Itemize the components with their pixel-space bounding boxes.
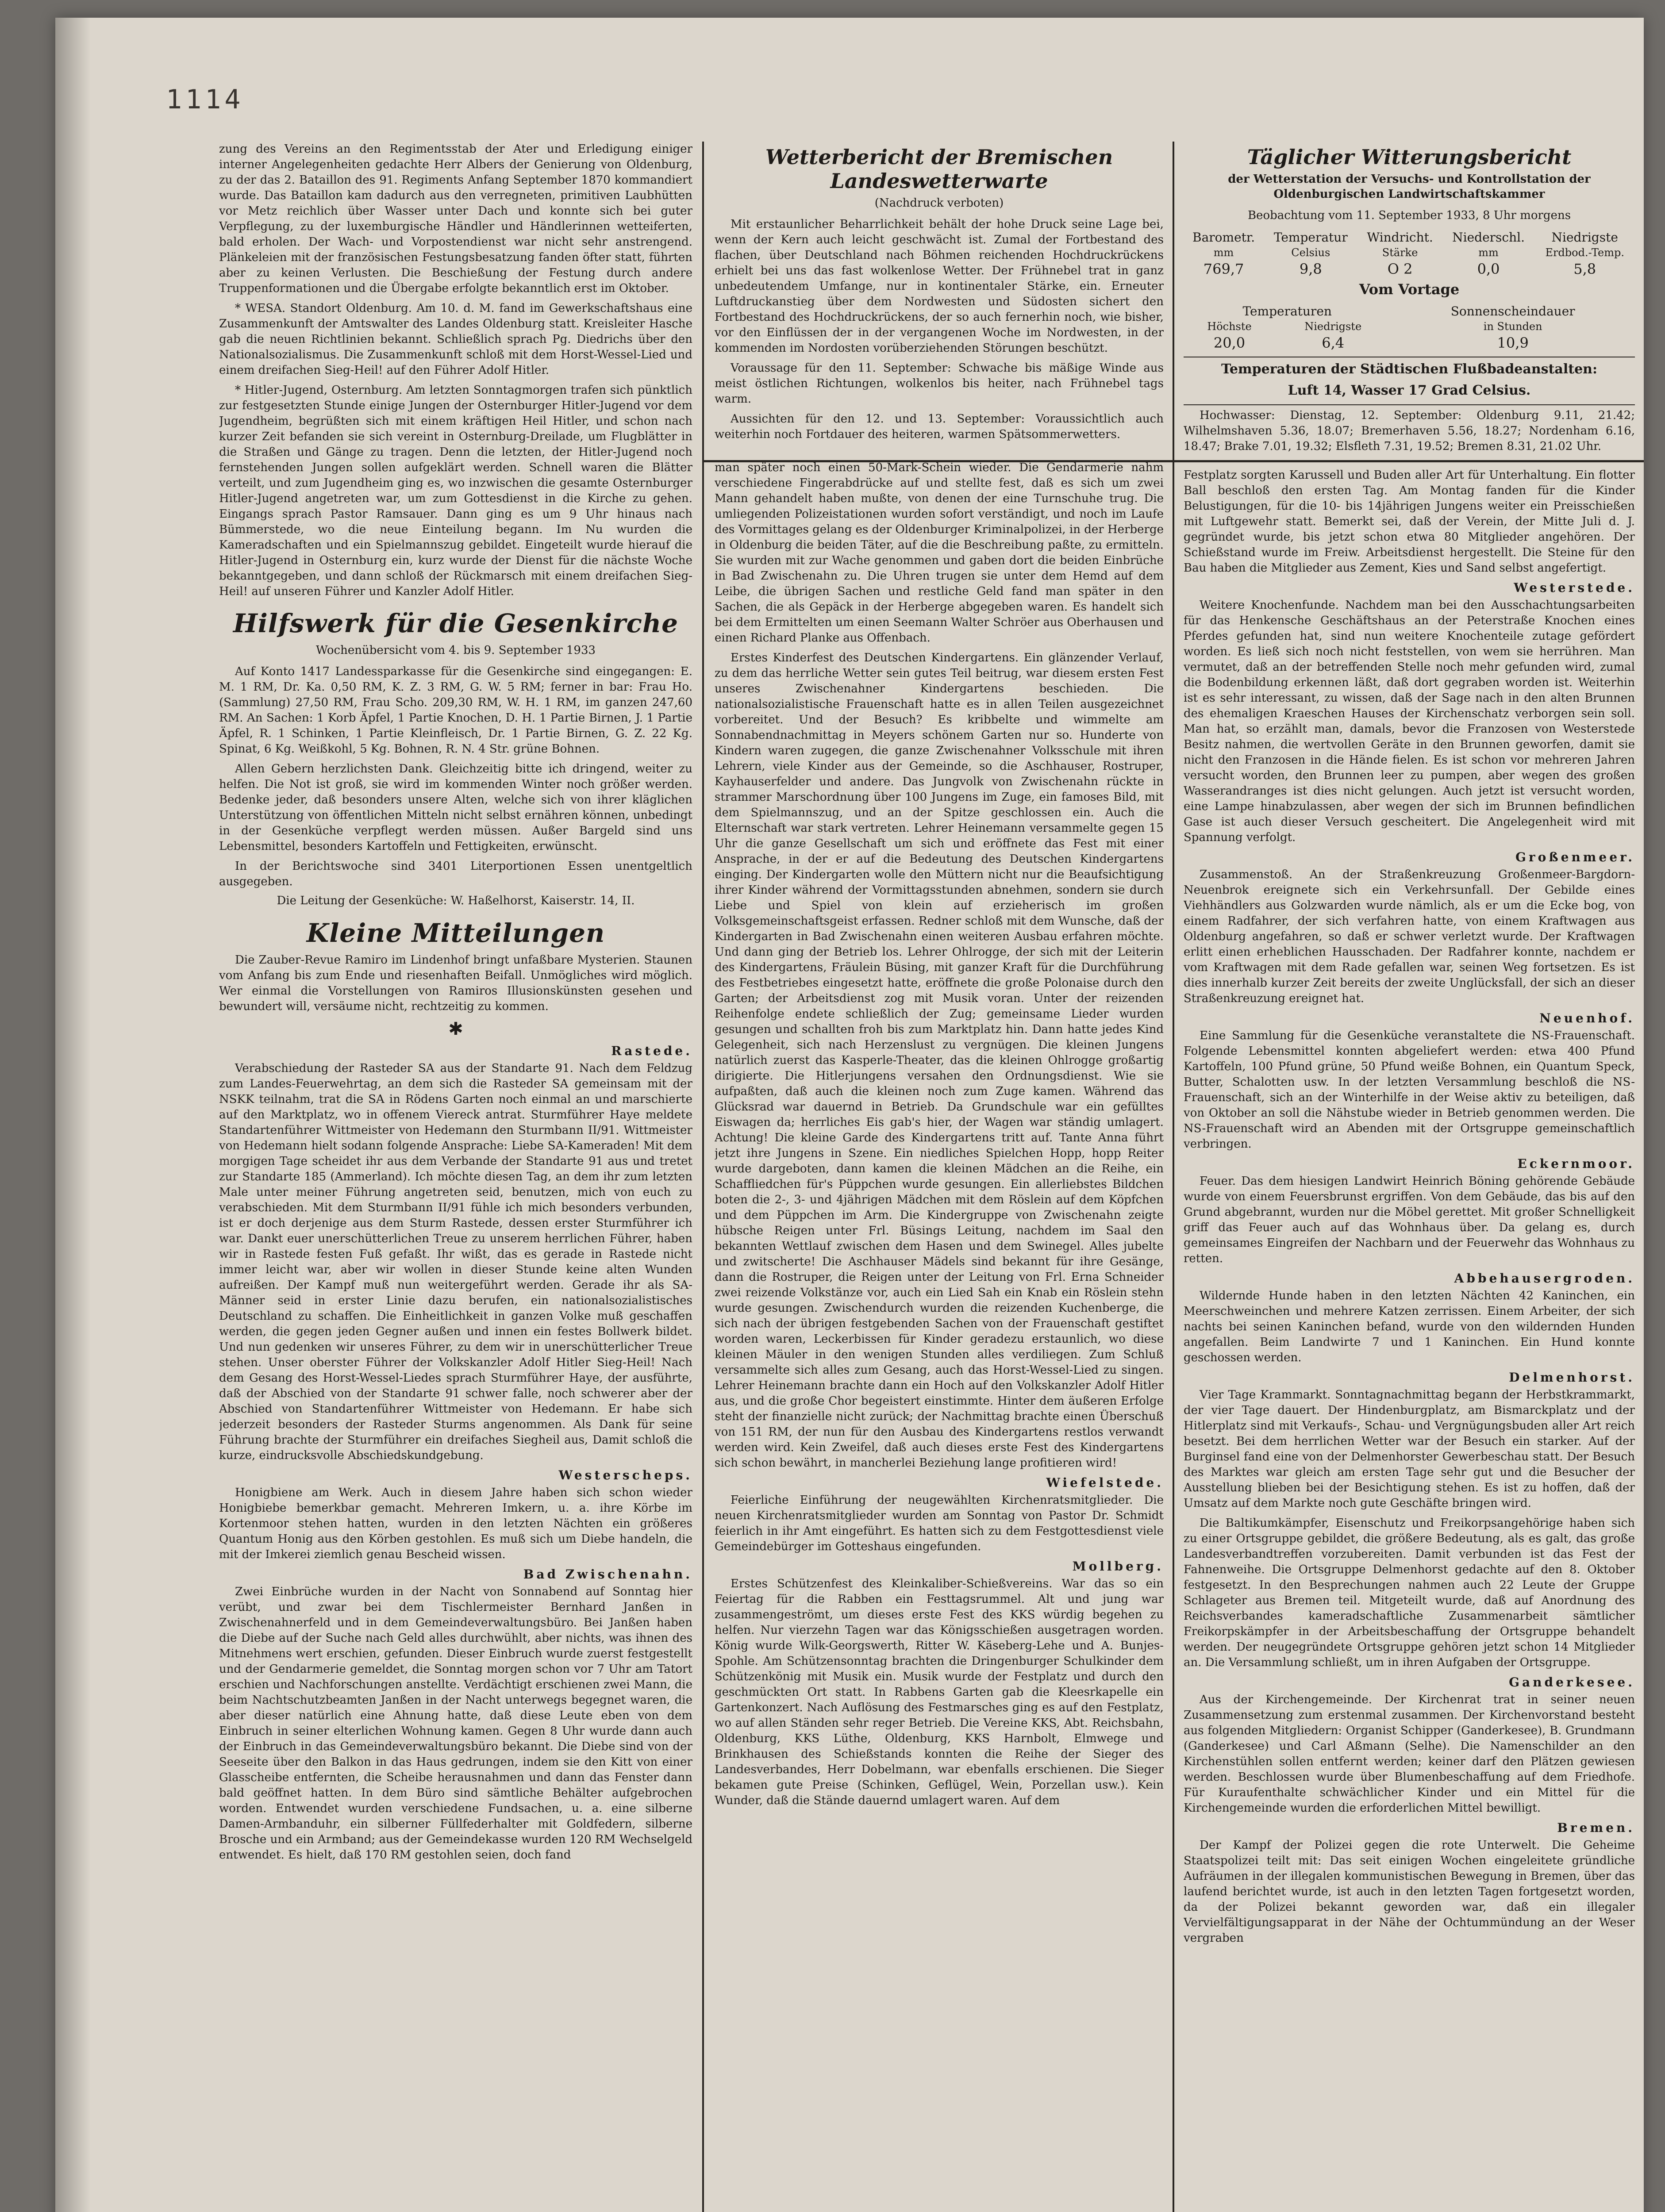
hilfswerk-signature: Die Leitung der Gesenküche: W. Haßelhorst, Kaiserstr. 14, II. bbox=[277, 894, 635, 907]
article-ganderkesee: Aus der Kirchengemeinde. Der Kirchenrat trat in seiner neuen Zusammensetzung zum erstenmal zusammen. Der Kirchenvorstand besteht aus folgenden Mitgliedern: Organist Schipper (Ganderkesee), B. Grundmann (Ganderkesee) und Carl Aßmann (Selhe). Die Namenschilder an den Kirchenstühlen sollen entfernt werden; keiner darf den Plätzen gewiesen werden. Beschlossen wurde über Blumenbeschaffung auf dem Friedhofe. Für Kuraufenthalte schwächlicher Kinder und ein Mittel für die Kirchengemeinde wurden die erforderlichen Mittel bewilligt. bbox=[1184, 1693, 1635, 1815]
wx-prev-head-1: Sonnenscheindauer bbox=[1450, 304, 1575, 319]
dateline-bremen: Bremen. bbox=[1557, 1820, 1635, 1835]
article-wiefelstede: Feierliche Einführung der neugewählten Kirchenratsmitglieder. Die neuen Kirchenratsmitglieder wurden am Sonntag von Pastor Dr. Schmidt feierlich in ihr Amt eingeführt. Es hatten sich zu dem Festgottesdienst viele Gemeindebürger im Gotteshaus eingefunden. bbox=[715, 1494, 1164, 1553]
article-westerscheps: Honigbiene am Werk. Auch in diesem Jahre haben sich schon wieder Honigbiebe bemerkbar gemacht. Mehreren Imkern, u. a. ihre Körbe im Kortenmoor stehen hatten, wurden in den letzten Nächten ein größeres Quantum Honig aus den Körben gestohlen. Es muß sich um Diebe handeln, die mit der Imkerei ziemlich genau Bescheid wissen. bbox=[219, 1486, 692, 1561]
column-middle bbox=[715, 142, 1164, 2212]
article-zwischenahn: Zwei Einbrüche wurden in der Nacht von Sonnabend auf Sonntag hier verübt, und zwar bei dem Tischlermeister Bernhard Janßen in Zwischenahnerfeld und in dem Gemeindeverwaltungsbüro. Bei Janßen haben die Diebe auf der Suche nach Geld alles durchwühlt, aber nichts, was ihnen des Mitnehmens wert erschien, gefunden. Dieser Einbruch wurde zuerst festgestellt und der Gendarmerie gemeldet, die Sonntag morgen schon vor 7 Uhr am Tatort erschien und Nachforschungen anstellte. Verdächtigt erschienen zwei Mann, die beim Nachtschutzbeamten Janßen in der Nacht unterwegs begegnet waren, die aber dieser natürlich eine Ahnung hatte, daß diese Leute eben von dem Einbruch in seiner elterlichen Wohnung kamen. Gegen 8 Uhr wurde dann auch der Einbruch in das Gemeindeverwaltungsbüro bekannt. Die Diebe sind von der Seeseite über den Balkon in das Haus gedrungen, indem sie den Kitt von einer Glasscheibe entfernten, die Scheibe herausnahmen und dann das Fenster dann bald geöffnet hatten. In dem Büro sind sämtliche Behälter aufgebrochen worden. Entwendet wurden verschiedene Fundsachen, u. a. eine silberne Damen-Armbanduhr, ein silberner Füllfederhalter mit Goldfedern, silberne Brosche und ein Armband; aus der Gemeindekasse wurden 120 RM Wechselgeld entwendet. Es hielt, daß 170 RM gestohlen seien, doch fand bbox=[219, 1585, 692, 1862]
wx-head-1: Temperatur bbox=[1273, 230, 1348, 245]
wx-prev-val-0: 20,0 bbox=[1213, 334, 1246, 351]
bath-values: Luft 14, Wasser 17 Grad Celsius. bbox=[1288, 383, 1531, 398]
column-left bbox=[219, 142, 692, 2212]
dateline-eckernmoor: Eckernmoor. bbox=[1517, 1156, 1635, 1171]
hilfswerk-body: Auf Konto 1417 Landessparkasse für die Gesenkirche sind eingegangen: E. M. 1 RM, Dr. Ka. 0,50 RM, K. Z. 3 RM, G. W. 5 RM; ferner in bar: Frau Ho. (Sammlung) 27,50 RM, Frau Scho. 209,30 RM, W. H. 1 RM, im ganzen 247,60 RM. An Sachen: 1 Korb Äpfel, 1 Partie Knochen, D. H. 1 Partie Birnen, J. 1 Partie Äpfel, R. 1 Schinken, 1 Partie Kleinfleisch, Dr. 1 Partie Birnen, G. Z. 22 Kg. Spinat, 6 Kg. Weißkohl, 5 Kg. Bohnen, R. N. 4 Str. grüne Bohnen. bbox=[219, 665, 692, 756]
weather-title: Wetterbericht der Bremischen Landeswetterwarte bbox=[765, 145, 1113, 193]
wx-head-3: Niederschl. bbox=[1452, 230, 1525, 245]
hilfswerk-subtitle: Wochenübersicht vom 4. bis 9. September 1933 bbox=[315, 644, 596, 657]
dateline-zwischenahn: Bad Zwischenahn. bbox=[523, 1567, 692, 1582]
kleine-title: Kleine Mitteilungen bbox=[306, 918, 605, 948]
section-star-icon: ✱ bbox=[448, 1019, 463, 1039]
wx-prev-val-1: 6,4 bbox=[1322, 334, 1345, 351]
article-kinderfest: Erstes Kinderfest des Deutschen Kindergartens. Ein glänzender Verlauf, zu dem das herrliche Wetter sein gutes Teil beitrug, war diesem ersten Fest unseres Zwischenahner Kindergartens beschieden. Die nationalsozialistische Frauenschaft hatte es in allen Teilen ausgezeichnet vorbereitet. Und der Besuch? Es kribbelte und wimmelte am Sonnabendnachmittag in Meyers schönem Garten nur so. Hunderte von Kindern waren zugegen, die ganze Zwischenahner Volksschule mit ihren Lehrern, viele Kinder aus der Gemeinde, so die Aschhauser, Rostruper, Kayhauserfelder und andere. Das Jungvolk von Zwischenahn rückte in strammer Marschordnung über 100 Jungens im Zuge, ein famoses Bild, mit dem Spielmannszug, und an der Spitze geschlossen ein. Auch die Elternschaft war stark vertreten. Lehrer Heinemann versammelte gegen 15 Uhr die ganze Gesellschaft um sich und eröffnete das Fest mit einer Ansprache, in der er auf die Bedeutung des Deutschen Kindergartens einging. Der Kindergarten wolle den Müttern nicht nur die Beaufsichtigung ihrer Kinder während der Vormittagsstunden abnehmen, sondern sie durch Liebe und Spiel von klein auf erzieherisch im großen Volksgemeinschaftsgeist erfassen. Redner schloß mit dem Wunsche, daß der Kindergarten in Bad Zwischenahn einen weiteren Ausbau erfahren möchte. Und dann ging der Betrieb los. Lehrer Ohlrogge, der sich mit der Leiterin des Kindergartens, Fräulein Büsing, mit ganzer Kraft für die Durchführung des Festbetriebes eingesetzt hatte, eröffnete die große Polonaise durch den Garten; der Arbeitsdienst zog mit Musik voran. Unter der reizenden Reihenfolge endete schließlich der Zug; gemeinsame Lieder wurden gesungen und schallten froh bis zum Marktplatz hin. Dann hatte jedes Kind Gelegenheit, sich nach Herzenslust zu vergnügen. Die kleinen Jungens natürlich zuerst das Kasperle-Theater, das die kleinen Ohlrogge großartig dirigierte. Die Hitlerjungens versahen den Ordnungsdienst. Wie sie aufpaßten, daß auch die kleinen noch zum Zuge kamen. Während das Glücksrad war dauernd in Betrieb. Da Grundschule war ein gefülltes Eiswagen da; herrliches Eis gab's hier, der Wagen war ständig umlagert. Achtung! Die kleine Garde des Kindergartens tritt auf. Tante Anna führt jetzt ihre Jungens in Szene. Ein niedliches Spielchen Hopp, hopp Reiter wurde dargeboten, dann kamen die kleinen Mädchen an die Reihe, ein Schaffliedchen für's Püppchen wurde gesungen. Ein allerliebstes Bildchen boten die 2-, 3- und 4jährigen Mädchen mit dem Röslein auf dem Köpfchen und dem Püppchen im Arm. Die Kindergruppe von Zwischenahn zeigte hübsche Reigen unter Frl. Büsings Leitung, nachdem im Saal den bekannten Wettlauf zwischen dem Hasen und dem Swinegel. Alles jubelte und zwitscherte! Die Aschhauser Mädels sind bekannt für ihre Gesänge, dann die Rostruper, die Reigen unter der Leitung von Frl. Erna Schneider zwei reizende Volkstänze vor, auch ein Lied Sah ein Knab ein Röslein stehn wurde gesungen. Zwischendurch wurden die reizenden Kuchenberge, die sich nach der übrigen festgebenden Sachen von der Frauenschaft gestiftet worden waren, Leckerbissen für Kinder geradezu erstaunlich, wo diese kleinen Mäuler in den wenigen Stunden alles verdiliegen. Zum Schluß versammelte sich alles zum Gesang, auch das Horst-Wessel-Lied zu singen. Lehrer Heinemann brachte dann ein Hoch auf den Volkskanzler Adolf Hitler aus, und die große Chor begeistert einstimmte. Hinter dem äußeren Erfolge steht der finanzielle nicht zurück; der Nachmittag brachte einen Überschuß von 151 RM, der nun für den Ausbau des Kindergartens restlos verwandt werden wird. Kein Zweifel, daß auch dieses erste Fest des Kindergartens sich schon bewährt, in mancherlei Beziehung lange profitieren wird! bbox=[715, 651, 1164, 1470]
witterung-table bbox=[1184, 229, 1635, 278]
article-westerstede: Weitere Knochenfunde. Nachdem man bei den Ausschachtungsarbeiten für das Henkensche Geschäftshaus an der Peterstraße Knochen eines Pferdes gefunden hat, sind nun weitere Knochenteile zutage gefördert worden. Es ließ sich noch nicht feststellen, von wem sie herrühren. Man vermutet, daß an der betreffenden Stelle noch mehr gefunden wird, zumal die Bodenbildung erkennen läßt, daß dort gegraben worden ist. Weiterhin ist es sehr interessant, zu wissen, daß der Sage nach in den alten Brunnen des ehemaligen Kraeschen Hauses der Kirchenschatz verborgen sein soll. Man hat, so erzählt man, damals, bevor die Franzosen von Westerstede Besitz nahmen, die wertvollen Geräte in den Brunnen geworfen, damit sie nicht den Franzosen in die Hände fielen. Es ist schon vor mehreren Jahren versucht worden, den Brunnen leer zu pumpen, aber wegen des großen Wasserandranges ist dies nicht gelungen. Auch jetzt ist versucht worden, eine Lampe hinabzulassen, aber wegen der sich im Brunnen befindlichen Gase ist auch dieser Versuch gescheitert. Die Angelegenheit wird mit Spannung verfolgt. bbox=[1184, 599, 1635, 844]
weather-forecast-1: Voraussage für den 11. September: Schwache bis mäßige Winde aus meist östlichen Richtungen, wolkenlos bis heiter, nach Frühnebel tags warm. bbox=[715, 361, 1164, 406]
article-abbehausergroden: Wildernde Hunde haben in den letzten Nächten 42 Kaninchen, ein Meerschweinchen und mehrere Katzen zerrissen. Einem Arbeiter, der sich nachts bei seinen Kaninchen befand, wurde von den wildernden Hunden angefallen. Beim Landwirte 7 und 1 Kaninchen. Ein Hund konnte geschossen werden. bbox=[1184, 1289, 1635, 1364]
article-grossenmeer: Zusammenstoß. An der Straßenkreuzung Großenmeer-Bargdorn-Neuenbrok ereignete sich ein Verkehrsunfall. Der Gebilde eines Viehhändlers aus Golzwarden wurde nämlich, als er um die Ecke bog, von einem Radfahrer, der sich verfahren hatte, von einem Kraftwagen aus Oldenburg angefahren, so daß er schwer verletzt wurde. Der Kraftwagen erlitt einen erheblichen Hausschaden. Der Radfahrer konnte, nachdem er vom Kraftwagen mit dem Rade gefallen war, seinen Weg fortsetzen. Es ist dies innerhalb kurzer Zeit bereits der zweite Unglücksfall, der sich an dieser Straßenkreuzung ereignet hat. bbox=[1184, 868, 1635, 1005]
article-hitler-jugend: * Hitler-Jugend, Osternburg. Am letzten Sonntagmorgen trafen sich pünktlich zur festgesetzten Stunde einige Jungen der Osternburger Hitler-Jugend vor dem Jugendheim, begrüßten sich mit einem kräftigen Heil Hitler, und schon nach kurzer Zeit befanden sie sich vereint in Osternburg-Dreilade, um Flugblätter in die Straßen und Gänge zu tragen. Denn die letzten, der Hitler-Jugend noch fernstehenden Jungen sollen aufgeklärt werden. Schnell waren die Blätter verteilt, und zum Jugendheim ging es, wo inzwischen die gesamte Osternburger Hitler-Jugend angetreten war, um zum Gottesdienst in die Kirche zu gehen. Eingangs sprach Pastor Ramsauer. Dann ging es um 9 Uhr hinaus nach Bümmerstede, wo die neue Einteilung begann. Im Nu wurden die Kameradschaften und ein Spielmannszug gebildet. Eingeteilt wurde hierauf die Hitler-Jugend in Osternburg ein, kurz wurde der Dienst für die nächste Woche bekanntgegeben, und dann schloß der Rückmarsch mit einem dreifachen Sieg-Heil! auf unseren Führer und Kanzler Adolf Hitler. bbox=[219, 384, 692, 598]
article-sa-oldenburg: * WESA. Standort Oldenburg. Am 10. d. M. fand im Gewerkschaftshaus eine Zusammenkunft der Amtswalter des Landes Oldenburg statt. Kreisleiter Hasche gab die neuen Richtlinien bekannt. Schließlich sprach Pg. Diedrichs über den Nationalsozialismus. Die Zusammenkunft schloß mit dem Horst-Wessel-Lied und einem dreifachen Sieg-Heil! auf den Führer Adolf Hitler. bbox=[219, 302, 692, 377]
wx-unit-1: Celsius bbox=[1291, 246, 1330, 259]
witterung-prev-table bbox=[1184, 303, 1635, 352]
witterung-station: der Wetterstation der Versuchs- und Kontrollstation der Oldenburgischen Landwirtschaftskammer bbox=[1228, 173, 1591, 201]
page-number: 1114 bbox=[166, 84, 244, 115]
column-divider-2 bbox=[1173, 142, 1174, 2212]
article-neuenhof: Eine Sammlung für die Gesenküche veranstaltete die NS-Frauenschaft. Folgende Lebensmittel konnten abgeliefert werden: etwa 400 Pfund Kartoffeln, 100 Pfund grüne, 50 Pfund weiße Bohnen, ein Quantum Speck, Butter, Schalotten usw. In der letzten Versammlung beschloß die NS-Frauenschaft, sich an der Winterhilfe in der Weise aktiv zu beteiligen, daß von Oktober an soll die Nähstube wieder in Betrieb genommen werden. Die NS-Frauenschaft wird an Abenden mit der Ortsgruppe gemeinschaftlich verbringen. bbox=[1184, 1029, 1635, 1151]
wx-prev-val-2: 10,9 bbox=[1497, 334, 1529, 351]
wx-unit-4: Erdbod.-Temp. bbox=[1545, 246, 1624, 259]
hilfswerk-note: In der Berichtswoche sind 3401 Literportionen Essen unentgeltlich ausgegeben. bbox=[219, 860, 692, 888]
weather-note: (Nachdruck verboten) bbox=[874, 196, 1004, 210]
wx-head-0: Barometr. bbox=[1192, 230, 1255, 245]
wx-val-2: O 2 bbox=[1387, 261, 1413, 277]
article-intro: zung des Vereins an den Regimentsstab der Ater und Erledigung einiger interner Angelegenheiten gedachte Herr Albers der Genierung von Oldenburg, zu der das 2. Bataillon des 91. Regiments Anfang September 1870 kommandiert wurde. Das Bataillon kam dadurch aus den verregneten, primitiven Laubhütten vor Metz reichlich über Wasser unter Dach und konnte sich bei guter Verpflegung, zu der luxemburgische Händler und Händlerinnen wetteiferten, bald erholen. Der Wach- und Vorpostendienst war nicht sehr anstrengend. Plänkeleien mit der französischen Festungsbesatzung fanden öfter statt, führten aber zu keinen Verlusten. Die Beschießung der Festung durch andere Truppenformationen und die Übergabe erfolgte bekanntlich erst im Oktober. bbox=[219, 142, 692, 295]
article-zwischenahn-cont: man später noch einen 50-Mark-Schein wieder. Die Gendarmerie nahm verschiedene Fingerabdrücke auf und stellte fest, daß es sich um zwei Mann gehandelt haben mußte, von denen der eine Turnschuhe trug. Die umliegenden Polizeistationen wurden sofort verständigt, und noch im Laufe des Vormittages gelang es der Oldenburger Kriminalpolizei, in der Herberge in Oldenburg die beiden Täter, auf die die Beschreibung paßte, zu ermitteln. Sie wurden mit zur Wache genommen und gaben dort die beiden Einbrüche in Bad Zwischenahn zu. Die Uhren trugen sie unter dem Hemd auf dem Leibe, die übrigen Sachen und restliche Geld fand man später in den Sachen, die als Gepäck in der Herberge abgegeben waren. Es handelt sich bei dem Ermittelten um einen Seemann Walter Schröer aus Oberhausen und einen Richard Planke aus Offenbach. bbox=[715, 461, 1164, 645]
dateline-mollberg: Mollberg. bbox=[1072, 1559, 1164, 1574]
tide-table: Hochwasser: Dienstag, 12. September: Oldenburg 9.11, 21.42; Wilhelmshaven 5.36, 18.07; Bremerhaven 5.56, 18.27; Nordenham 6.16, 18.47; Brake 7.01, 19.32; Elsfleth 7.31, 19.52; Bremen 8.31, 21.02 Uhr. bbox=[1184, 409, 1635, 453]
article-mollberg: Erstes Schützenfest des Kleinkaliber-Schießvereins. War das so ein Feiertag für die Rabben ein Festtagsrummel. Alt und jung war zusammengeströmt, um dieses erste Fest des KKS würdig begehen zu helfen. Nur vierzehn Tagen war das Königsschießen ausgetragen worden. König wurde Wilk-Georgswerth, Ritter W. Käseberg-Lehe und A. Bunjes-Spohle. Am Schützensonntag brachten die Dringenburger Schulkinder dem Schützenkönig mit Musik ein. Musik wurde der Festplatz und durch den geschmückten Ort statt. In Rabbens Garten gab die Kleesrkapelle ein Gartenkonzert. Nach Auflösung des Festmarsches ging es auf den Festplatz, wo auf allen Ständen sehr reger Betrieb. Die Vereine KKS, Abt. Reichsbahn, Oldenburg, KKS Lüthe, Oldenburg, KKS Harnbolt, Elmwege und Brinkhausen des Schießstands konnten die Reihe der Sieger des Landesverbandes, Herr Dobelmann, war ebenfalls erschienen. Die Sieger bekamen gute Preise (Schinken, Geflügel, Wein, Porzellan usw.). Kein Wunder, daß die Stände dauernd umlagert waren. Auf dem bbox=[715, 1577, 1164, 1807]
dateline-delmenhorst: Delmenhorst. bbox=[1509, 1370, 1635, 1385]
article-baltikum: Die Baltikumkämpfer, Eisenschutz und Freikorpsangehörige haben sich zu einer Ortsgruppe gebildet, die größere Bedeutung, als es galt, das große Landesverbandtreffen vorzubereiten. Damit verbunden ist das Fest der Fahnenweihe. Die Ortsgruppe Delmenhorst gedachte auf den 8. Oktober festgesetzt. In den Besprechungen nahmen auch 22 Leute der Gruppe Schlageter aus Bremen teil. Mitgeteilt wurde, daß auf Anordnung des Reichsverbandes kameradschaftliche Zusammenarbeit sämtlicher Freikorpskämpfer in der Arbeitsbeschaffung der Ortsgruppe behandelt werden. Der neugegründete Ortsgruppe gehören jetzt schon 14 Mitglieder an. Die Versammlung schließt, um in ihren Aufgaben der Ortsgruppe. bbox=[1184, 1517, 1635, 1669]
article-mollberg-cont: Festplatz sorgten Karussell und Buden aller Art für Unterhaltung. Ein flotter Ball beschloß den ersten Tag. Am Montag fanden für die Kinder Belustigungen, für die 10- bis 14jährigen Jungens weiter ein Preisschießen mit Luftgewehr statt. Bemerkt sei, daß der Verein, der Mitte Juli d. J. gegründet wurde, bis jetzt schon etwa 80 Mitglieder angehören. Der Schießstand wurde im Freiw. Arbeitsdienst hergestellt. Die Steine für den Bau haben die Mitglieder aus Zement, Kies und Sand selbst angefertigt. bbox=[1184, 469, 1635, 575]
dateline-westerstede: Westerstede. bbox=[1514, 580, 1635, 595]
dateline-wiefelstede: Wiefelstede. bbox=[1046, 1475, 1164, 1490]
article-rastede: Verabschiedung der Rasteder SA aus der Standarte 91. Nach dem Feldzug zum Landes-Feuerwehrtag, an dem sich die Rasteder SA gemeinsam mit der NSKK teilnahm, trat die SA in Rödens Garten noch einmal an und marschierte auf den Marktplatz, wo in offenem Viereck antrat. Sturmführer Haye meldete Standartenführer Wittmeister von Hedemann den Sturmbann II/91. Wittmeister von Hedemann hielt sodann folgende Ansprache: Liebe SA-Kameraden! Mit dem morgigen Tage scheidet ihr aus dem Verbande der Standarte 91 aus und tretet zur Standarte 185 (Ammerland). Ich möchte diesen Tag, an dem ihr zum letzten Male unter meiner Führung angetreten seid, benutzen, mich von euch zu verabschieden. Mit dem Sturmbann II/91 fühle ich mich besonders verbunden, ist er doch derjenige aus dem Sturm Rastede, dessen erster Sturmführer ich war. Dankt euer unerschütterlichen Treue zu unserem herrlichen Führer, haben wir in Rastede festen Fuß gefaßt. Ihr wißt, das es gerade in Rastede nicht immer leicht war, aber wir wollen in dieser Stunde keine alten Wunden aufreißen. Der Kampf muß nun weitergeführt werden. Gerade ihr als SA-Männer seid in erster Linie dazu berufen, ein nationalsozialistisches Deutschland zu schaffen. Die Einheitlichkeit in ganzen Volke muß geschaffen werden, die gegen jeden Gegner außen und innen ein festes Bollwerk bildet. Und nun gedenken wir unseres Führer, zu dem wir in unerschütterlicher Treue stehen. Unser oberster Führer der Volkskanzler Adolf Hitler Sieg-Heil! Nach dem Gesang des Horst-Wessel-Liedes sprach Sturmführer Haye, der ausführte, daß der Abschied von der Standarte 91 schwer falle, noch schwerer aber der Abschied von Standartenführer Wittmeister von Hedemann. Er habe sich jederzeit besonders der Rasteder Sturms angenommen. Als Dank für seine Führung brachte der Sturmführer ein dreifaches Siegheil aus, Damit schloß die kurze, eindrucksvolle Abschiedskundgebung. bbox=[219, 1062, 692, 1462]
dateline-neuenhof: Neuenhof. bbox=[1539, 1011, 1635, 1025]
hilfswerk-thanks: Allen Gebern herzlichsten Dank. Gleichzeitig bitte ich dringend, weiter zu helfen. Die Not ist groß, sie wird im kommenden Winter noch größer werden. Bedenke jeder, daß besonders unsere Alten, welche sich von ihrer kläglichen Unterstützung von öffentlichen Mitteln nicht selbst ernähren können, unbedingt in der Gesenküche verpflegt werden müssen. Außer Bargeld sind uns Lebensmittel, besonders Kartoffeln und Fettigkeiten, erwünscht. bbox=[219, 762, 692, 853]
dateline-abbehausergroden: Abbehausergroden. bbox=[1454, 1271, 1635, 1286]
wx-val-0: 769,7 bbox=[1203, 261, 1244, 277]
wx-val-1: 9,8 bbox=[1299, 261, 1322, 277]
article-delmenhorst: Vier Tage Krammarkt. Sonntagnachmittag begann der Herbstkrammarkt, der vier Tage dauert. Der Hindenburgplatz, am Bismarckplatz und der Hitlerplatz sind mit Verkaufs-, Schau- und Vergnügungsbuden aller Art reich besetzt. Bei dem herrlichen Wetter war der Besuch ein starker. Auf der Burginsel fand eine von der Delmenhorster Gewerbeschau statt. Der Besuch des Marktes war gleich am ersten Tage sehr gut und die Besucher der Ausstellung blieben bei der Besichtigung stehen. Es ist zu hoffen, daß der Umsatz auf dem Markte noch gute Geschäfte bringen wird. bbox=[1184, 1388, 1635, 1510]
dateline-westerscheps: Westerscheps. bbox=[558, 1468, 692, 1482]
wx-head-2: Windricht. bbox=[1367, 230, 1433, 245]
column-divider-1 bbox=[702, 142, 704, 2212]
kleine-body: Die Zauber-Revue Ramiro im Lindenhof bringt unfaßbare Mysterien. Staunen vom Anfang bis zum Ende und riesenhaften Beifall. Unmögliches wird möglich. Wer einmal die Vorstellungen von Ramiros Illusionskünsten gesehen und bewundert will, versäume nicht, rechtzeitig zu kommen. bbox=[219, 953, 692, 1013]
wx-val-4: 5,8 bbox=[1573, 261, 1596, 277]
wx-prev-head-0: Temperaturen bbox=[1242, 304, 1332, 319]
wx-head-4: Niedrigste bbox=[1551, 230, 1618, 245]
bath-title: Temperaturen der Städtischen Flußbadeanstalten: bbox=[1221, 361, 1598, 377]
witterung-observation: Beobachtung vom 11. September 1933, 8 Uhr morgens bbox=[1247, 209, 1571, 222]
column-right bbox=[1184, 142, 1635, 2212]
hilfswerk-title: Hilfswerk für die Gesenkirche bbox=[233, 608, 679, 638]
witterung-prev-title: Vom Vortage bbox=[1359, 281, 1460, 298]
dateline-grossenmeer: Großenmeer. bbox=[1515, 850, 1635, 864]
bath-rule bbox=[1184, 404, 1635, 405]
wx-prev-sub-0: Höchste bbox=[1207, 320, 1252, 333]
weather-body: Mit erstaunlicher Beharrlichkeit behält der hohe Druck seine Lage bei, wenn der Kern auch leicht geschwächt ist. Zumal der Fortbestand des flachen, über Deutschland nach Böhmen reichenden Hochdruckrückens erhielt bei uns das fast wolkenlose Wetter. Der Frühnebel trat in ganz unbedeutendem Umfange, nur in kontinentaler Stärke, ein. Erneuter Luftdruckanstieg über dem Nordwesten und Südosten sichert den Fortbestand des Hochdruckrückens, der so auch fernerhin noch, wie bisher, vor den Einflüssen der in der vergangenen Woche im Nordwesten, in der kommenden im Nordosten vorüberziehenden Störungen beschützt. bbox=[715, 218, 1164, 355]
witterung-title: Täglicher Witterungsbericht bbox=[1247, 145, 1572, 169]
wx-prev-sub-1: Niedrigste bbox=[1304, 320, 1362, 333]
wx-unit-2: Stärke bbox=[1382, 246, 1418, 259]
newspaper-page bbox=[55, 18, 1644, 2212]
wx-unit-0: mm bbox=[1213, 246, 1234, 259]
article-bremen: Der Kampf der Polizei gegen die rote Unterwelt. Die Geheime Staatspolizei teilt mit: Das seit einigen Wochen eingeleitete gründliche Aufräumen in der illegalen kommunistischen Bewegung in Bremen, über das laufend berichtet wurde, ist auch in den letzten Tagen fortgesetzt worden, da der Polizei bekannt geworden war, daß ein illegaler Vervielfältigungsapparat in der Nähe der Ochtummündung an der Weser vergraben bbox=[1184, 1839, 1635, 1945]
article-eckernmoor: Feuer. Das dem hiesigen Landwirt Heinrich Böning gehörende Gebäude wurde von einem Feuersbrunst ergriffen. Von dem Gebäude, das bis auf den Grund abgebrannt, wurden nur die Möbel gerettet. Mit großer Schnelligkeit griff das Feuer auch auf das Wohnhaus über. Da gelang es, durch gemeinsames Eingreifen der Nachbarn und der Feuerwehr das Wohnhaus zu retten. bbox=[1184, 1175, 1635, 1265]
wx-unit-3: mm bbox=[1478, 246, 1499, 259]
wx-val-3: 0,0 bbox=[1477, 261, 1500, 277]
dateline-rastede: Rastede. bbox=[611, 1044, 692, 1058]
weather-forecast-2: Aussichten für den 12. und 13. September: Voraussichtlich auch weiterhin noch Fortdauer des heiteren, warmen Spätsommerwetters. bbox=[715, 412, 1164, 441]
dateline-ganderkesee: Ganderkesee. bbox=[1509, 1675, 1635, 1690]
wx-prev-sub-2: in Stunden bbox=[1483, 320, 1542, 333]
